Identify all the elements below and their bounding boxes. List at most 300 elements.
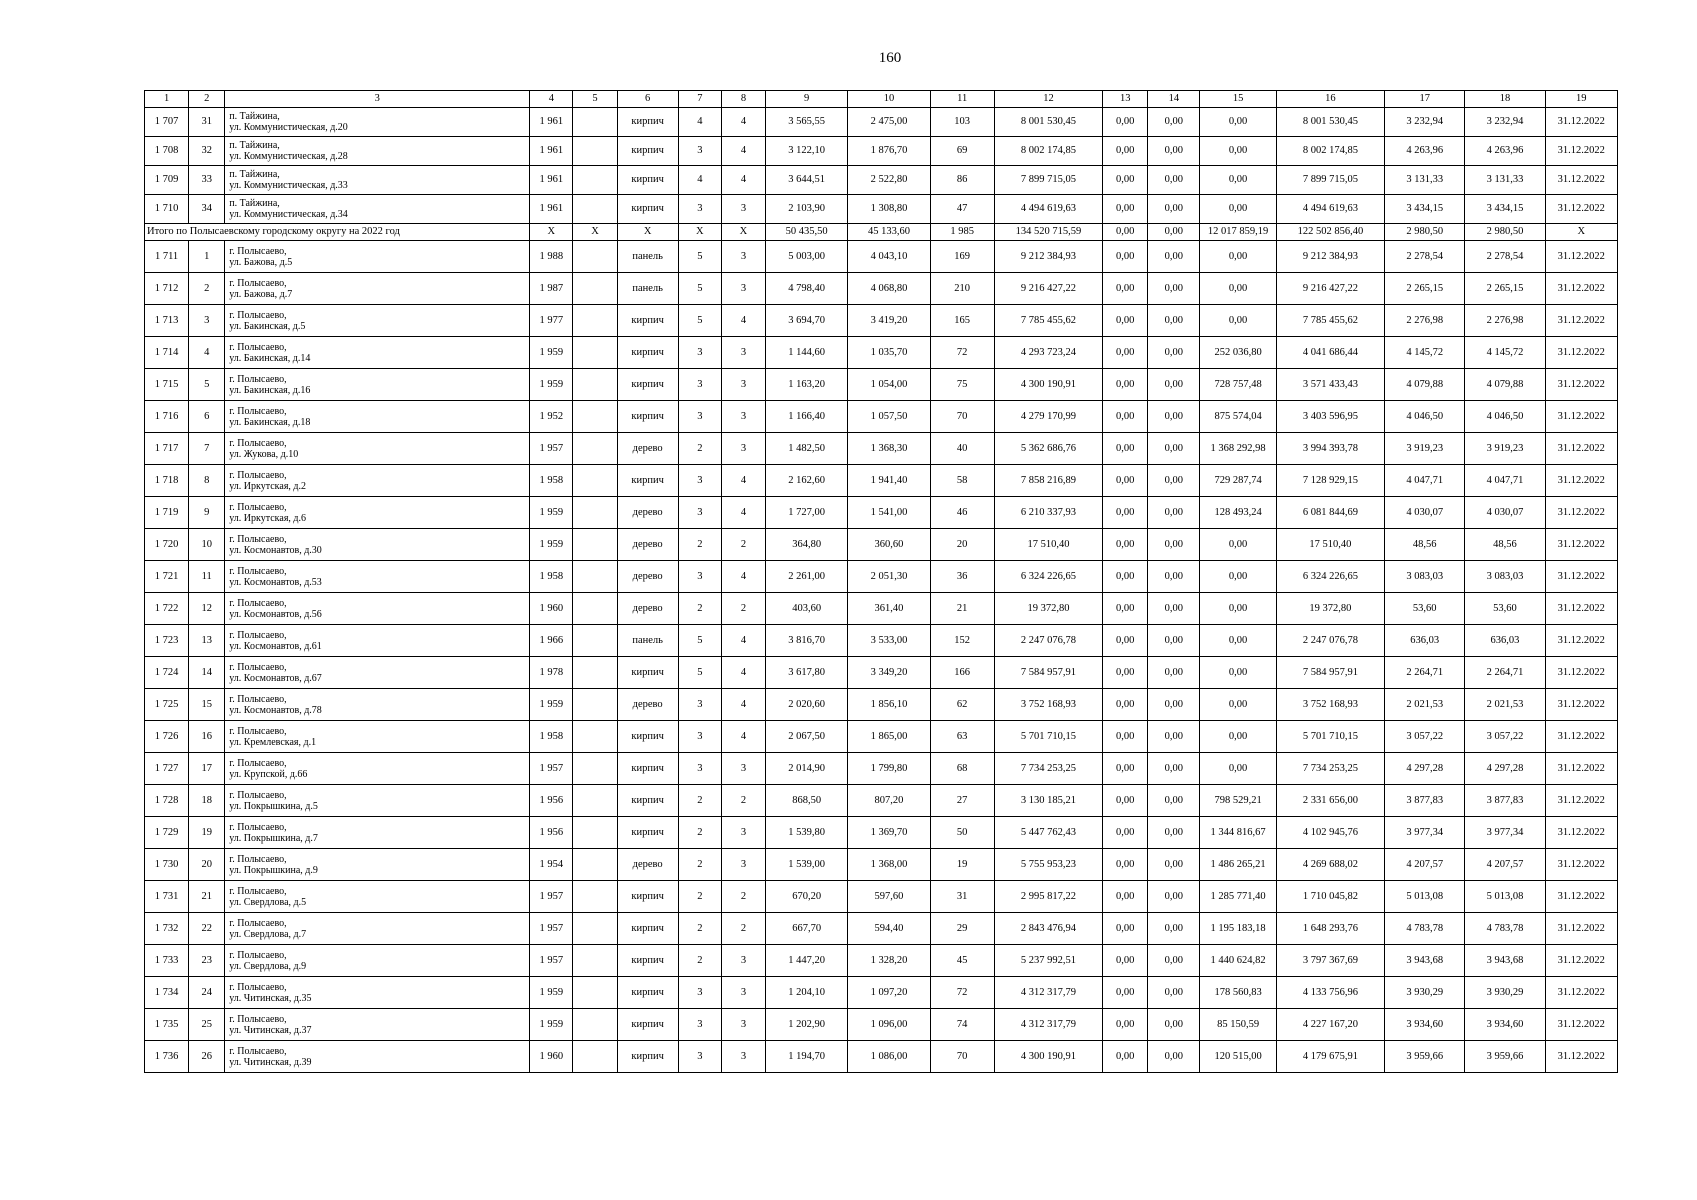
floors: 4 <box>678 166 721 195</box>
floors: 3 <box>678 401 721 433</box>
col-5 <box>573 881 617 913</box>
column-number-header: 16 <box>1276 91 1384 108</box>
living-area: 3 349,20 <box>848 657 930 689</box>
col-18: 2 276,98 <box>1465 305 1545 337</box>
living-area: 4 043,10 <box>848 241 930 273</box>
living-area: 4 068,80 <box>848 273 930 305</box>
address-locality: п. Тайжина, <box>229 198 280 209</box>
total-c4: X <box>530 224 573 241</box>
col-15: 729 287,74 <box>1200 465 1276 497</box>
col-5 <box>573 369 617 401</box>
wall-material: кирпич <box>617 108 678 137</box>
col-14: 0,00 <box>1148 689 1200 721</box>
col-8: 4 <box>721 657 765 689</box>
col-14: 0,00 <box>1148 785 1200 817</box>
residents: 19 <box>930 849 994 881</box>
floors: 2 <box>678 433 721 465</box>
col-16: 1 710 045,82 <box>1276 881 1384 913</box>
deadline-date: 31.12.2022 <box>1545 497 1617 529</box>
address-street: ул. Космонавтов, д.53 <box>229 576 322 588</box>
address-cell <box>225 195 530 224</box>
col-16: 7 734 253,25 <box>1276 753 1384 785</box>
living-area: 1 876,70 <box>848 137 930 166</box>
col-17: 5 013,08 <box>1385 881 1465 913</box>
total-area: 3 694,70 <box>766 305 848 337</box>
address-cell <box>225 273 530 305</box>
build-year: 1 956 <box>530 785 573 817</box>
total-cost: 8 001 530,45 <box>994 108 1102 137</box>
deadline-date: 31.12.2022 <box>1545 785 1617 817</box>
living-area: 1 054,00 <box>848 369 930 401</box>
col-8: 3 <box>721 977 765 1009</box>
local-number: 32 <box>189 137 225 166</box>
residents: 50 <box>930 817 994 849</box>
floors: 5 <box>678 625 721 657</box>
local-number: 16 <box>189 721 225 753</box>
col-18: 3 877,83 <box>1465 785 1545 817</box>
address-cell <box>225 593 530 625</box>
address-locality: г. Полысаево, <box>229 661 287 673</box>
address-locality: г. Полысаево, <box>229 405 287 417</box>
wall-material: кирпич <box>617 137 678 166</box>
living-area: 1 308,80 <box>848 195 930 224</box>
floors: 3 <box>678 561 721 593</box>
residents: 70 <box>930 1041 994 1073</box>
col-13: 0,00 <box>1103 401 1148 433</box>
build-year: 1 977 <box>530 305 573 337</box>
table-row <box>145 849 1618 881</box>
address-street: ул. Свердлова, д.9 <box>229 960 307 972</box>
col-17: 3 877,83 <box>1385 785 1465 817</box>
total-cost: 4 312 317,79 <box>994 977 1102 1009</box>
col-5 <box>573 273 617 305</box>
col-17: 4 145,72 <box>1385 337 1465 369</box>
col-15: 0,00 <box>1200 108 1276 137</box>
col-17: 3 930,29 <box>1385 977 1465 1009</box>
col-8: 4 <box>721 561 765 593</box>
col-15: 1 285 771,40 <box>1200 881 1276 913</box>
row-number: 1 709 <box>145 166 189 195</box>
living-area: 1 368,30 <box>848 433 930 465</box>
row-number: 1 713 <box>145 305 189 337</box>
col-16: 7 785 455,62 <box>1276 305 1384 337</box>
row-number: 1 725 <box>145 689 189 721</box>
row-number: 1 736 <box>145 1041 189 1073</box>
col-18: 4 030,07 <box>1465 497 1545 529</box>
wall-material: кирпич <box>617 166 678 195</box>
col-16: 3 994 393,78 <box>1276 433 1384 465</box>
row-number: 1 731 <box>145 881 189 913</box>
living-area: 361,40 <box>848 593 930 625</box>
col-5 <box>573 721 617 753</box>
total-area: 3 644,51 <box>766 166 848 195</box>
total-c6: X <box>617 224 678 241</box>
local-number: 2 <box>189 273 225 305</box>
col-13: 0,00 <box>1103 625 1148 657</box>
col-18: 4 145,72 <box>1465 337 1545 369</box>
total-cost: 9 216 427,22 <box>994 273 1102 305</box>
col-17: 48,56 <box>1385 529 1465 561</box>
address-cell <box>225 369 530 401</box>
living-area: 1 856,10 <box>848 689 930 721</box>
table-row <box>145 753 1618 785</box>
col-16: 17 510,40 <box>1276 529 1384 561</box>
col-17: 3 934,60 <box>1385 1009 1465 1041</box>
col-5 <box>573 1009 617 1041</box>
col-5 <box>573 337 617 369</box>
col-13: 0,00 <box>1103 137 1148 166</box>
col-16: 7 128 929,15 <box>1276 465 1384 497</box>
row-number: 1 723 <box>145 625 189 657</box>
col-8: 2 <box>721 593 765 625</box>
column-number-header: 10 <box>848 91 930 108</box>
deadline-date: 31.12.2022 <box>1545 913 1617 945</box>
col-16: 8 002 174,85 <box>1276 137 1384 166</box>
deadline-date: 31.12.2022 <box>1545 689 1617 721</box>
wall-material: кирпич <box>617 945 678 977</box>
col-13: 0,00 <box>1103 241 1148 273</box>
col-18: 3 434,15 <box>1465 195 1545 224</box>
col-5 <box>573 241 617 273</box>
col-15: 0,00 <box>1200 305 1276 337</box>
floors: 5 <box>678 273 721 305</box>
residents: 210 <box>930 273 994 305</box>
residents: 29 <box>930 913 994 945</box>
deadline-date: 31.12.2022 <box>1545 465 1617 497</box>
local-number: 23 <box>189 945 225 977</box>
col-8: 4 <box>721 721 765 753</box>
total-c12: 134 520 715,59 <box>994 224 1102 241</box>
col-17: 4 783,78 <box>1385 913 1465 945</box>
col-13: 0,00 <box>1103 945 1148 977</box>
table-row <box>145 195 1618 224</box>
total-area: 2 103,90 <box>766 195 848 224</box>
col-5 <box>573 561 617 593</box>
col-15: 0,00 <box>1200 241 1276 273</box>
residents: 152 <box>930 625 994 657</box>
deadline-date: 31.12.2022 <box>1545 753 1617 785</box>
total-cost: 4 494 619,63 <box>994 195 1102 224</box>
total-row <box>145 224 1618 241</box>
col-17: 4 046,50 <box>1385 401 1465 433</box>
col-15: 85 150,59 <box>1200 1009 1276 1041</box>
address-street: ул. Космонавтов, д.61 <box>229 640 322 652</box>
col-14: 0,00 <box>1148 433 1200 465</box>
col-5 <box>573 305 617 337</box>
local-number: 34 <box>189 195 225 224</box>
address-street: ул. Коммунистическая, д.20 <box>229 122 348 133</box>
deadline-date: 31.12.2022 <box>1545 401 1617 433</box>
col-18: 3 934,60 <box>1465 1009 1545 1041</box>
address-cell <box>225 849 530 881</box>
residents: 40 <box>930 433 994 465</box>
local-number: 17 <box>189 753 225 785</box>
col-5 <box>573 1041 617 1073</box>
total-area: 2 020,60 <box>766 689 848 721</box>
address-cell <box>225 241 530 273</box>
col-16: 7 899 715,05 <box>1276 166 1384 195</box>
col-5 <box>573 433 617 465</box>
deadline-date: 31.12.2022 <box>1545 561 1617 593</box>
table-row <box>145 625 1618 657</box>
col-17: 3 977,34 <box>1385 817 1465 849</box>
column-number-header: 5 <box>573 91 617 108</box>
total-area: 1 539,00 <box>766 849 848 881</box>
col-16: 4 179 675,91 <box>1276 1041 1384 1073</box>
residents: 27 <box>930 785 994 817</box>
address-cell <box>225 166 530 195</box>
col-16: 4 494 619,63 <box>1276 195 1384 224</box>
address-cell <box>225 337 530 369</box>
living-area: 2 522,80 <box>848 166 930 195</box>
floors: 3 <box>678 195 721 224</box>
column-number-header: 8 <box>721 91 765 108</box>
col-14: 0,00 <box>1148 497 1200 529</box>
deadline-date: 31.12.2022 <box>1545 593 1617 625</box>
living-area: 1 035,70 <box>848 337 930 369</box>
col-15: 0,00 <box>1200 529 1276 561</box>
deadline-date: 31.12.2022 <box>1545 625 1617 657</box>
column-number-header: 7 <box>678 91 721 108</box>
column-number-header: 12 <box>994 91 1102 108</box>
address-locality: г. Полысаево, <box>229 853 287 865</box>
col-16: 3 403 596,95 <box>1276 401 1384 433</box>
col-13: 0,00 <box>1103 881 1148 913</box>
col-17: 3 131,33 <box>1385 166 1465 195</box>
living-area: 1 096,00 <box>848 1009 930 1041</box>
address-cell <box>225 497 530 529</box>
residents: 36 <box>930 561 994 593</box>
total-cost: 2 995 817,22 <box>994 881 1102 913</box>
col-8: 3 <box>721 1041 765 1073</box>
residents: 21 <box>930 593 994 625</box>
address-locality: г. Полысаево, <box>229 757 287 769</box>
address-street: ул. Коммунистическая, д.33 <box>229 180 348 191</box>
table-row <box>145 529 1618 561</box>
wall-material: дерево <box>617 849 678 881</box>
row-number: 1 729 <box>145 817 189 849</box>
col-15: 120 515,00 <box>1200 1041 1276 1073</box>
table-row <box>145 593 1618 625</box>
address-locality: г. Полысаево, <box>229 917 287 929</box>
build-year: 1 956 <box>530 817 573 849</box>
floors: 2 <box>678 849 721 881</box>
local-number: 1 <box>189 241 225 273</box>
column-number-header: 9 <box>766 91 848 108</box>
table-row <box>145 273 1618 305</box>
col-14: 0,00 <box>1148 721 1200 753</box>
table-row <box>145 785 1618 817</box>
col-17: 4 047,71 <box>1385 465 1465 497</box>
floors: 5 <box>678 241 721 273</box>
residents: 169 <box>930 241 994 273</box>
build-year: 1 966 <box>530 625 573 657</box>
total-area: 5 003,00 <box>766 241 848 273</box>
column-number-header: 2 <box>189 91 225 108</box>
deadline-date: 31.12.2022 <box>1545 108 1617 137</box>
address-street: ул. Коммунистическая, д.28 <box>229 151 348 162</box>
total-label: Итого по Полысаевскому городскому округу на 2022 год <box>145 224 530 241</box>
row-number: 1 734 <box>145 977 189 1009</box>
floors: 3 <box>678 1041 721 1073</box>
residents: 86 <box>930 166 994 195</box>
total-c11: 1 985 <box>930 224 994 241</box>
col-16: 4 102 945,76 <box>1276 817 1384 849</box>
address-street: ул. Читинская, д.37 <box>229 1024 312 1036</box>
local-number: 20 <box>189 849 225 881</box>
address-locality: г. Полысаево, <box>229 821 287 833</box>
total-area: 364,80 <box>766 529 848 561</box>
table-row <box>145 881 1618 913</box>
col-5 <box>573 817 617 849</box>
column-number-header: 17 <box>1385 91 1465 108</box>
address-street: ул. Бакинская, д.5 <box>229 320 306 332</box>
residents: 58 <box>930 465 994 497</box>
build-year: 1 959 <box>530 977 573 1009</box>
deadline-date: 31.12.2022 <box>1545 337 1617 369</box>
table-row <box>145 913 1618 945</box>
address-cell <box>225 137 530 166</box>
col-8: 3 <box>721 1009 765 1041</box>
total-cost: 5 447 762,43 <box>994 817 1102 849</box>
row-number: 1 732 <box>145 913 189 945</box>
living-area: 1 086,00 <box>848 1041 930 1073</box>
total-area: 1 482,50 <box>766 433 848 465</box>
col-18: 4 046,50 <box>1465 401 1545 433</box>
address-cell <box>225 753 530 785</box>
col-18: 4 047,71 <box>1465 465 1545 497</box>
col-16: 7 584 957,91 <box>1276 657 1384 689</box>
address-locality: г. Полысаево, <box>229 1045 287 1057</box>
address-locality: г. Полысаево, <box>229 693 287 705</box>
total-cost: 5 701 710,15 <box>994 721 1102 753</box>
col-17: 2 276,98 <box>1385 305 1465 337</box>
col-15: 0,00 <box>1200 166 1276 195</box>
address-street: ул. Свердлова, д.7 <box>229 928 307 940</box>
col-8: 4 <box>721 305 765 337</box>
build-year: 1 958 <box>530 465 573 497</box>
address-locality: г. Полысаево, <box>229 629 287 641</box>
col-17: 2 265,15 <box>1385 273 1465 305</box>
total-area: 1 166,40 <box>766 401 848 433</box>
col-16: 2 331 656,00 <box>1276 785 1384 817</box>
living-area: 1 057,50 <box>848 401 930 433</box>
row-number: 1 735 <box>145 1009 189 1041</box>
total-area: 1 204,10 <box>766 977 848 1009</box>
col-13: 0,00 <box>1103 369 1148 401</box>
living-area: 594,40 <box>848 913 930 945</box>
deadline-date: 31.12.2022 <box>1545 881 1617 913</box>
col-15: 875 574,04 <box>1200 401 1276 433</box>
address-street: ул. Коммунистическая, д.34 <box>229 209 348 220</box>
col-16: 8 001 530,45 <box>1276 108 1384 137</box>
col-17: 4 079,88 <box>1385 369 1465 401</box>
row-number: 1 711 <box>145 241 189 273</box>
total-cost: 7 785 455,62 <box>994 305 1102 337</box>
col-13: 0,00 <box>1103 529 1148 561</box>
row-number: 1 727 <box>145 753 189 785</box>
col-5 <box>573 195 617 224</box>
col-16: 3 797 367,69 <box>1276 945 1384 977</box>
address-street: ул. Космонавтов, д.78 <box>229 704 322 716</box>
deadline-date: 31.12.2022 <box>1545 529 1617 561</box>
col-13: 0,00 <box>1103 721 1148 753</box>
col-18: 48,56 <box>1465 529 1545 561</box>
col-5 <box>573 657 617 689</box>
living-area: 1 865,00 <box>848 721 930 753</box>
total-c15: 12 017 859,19 <box>1200 224 1276 241</box>
address-street: ул. Покрышкина, д.7 <box>229 832 318 844</box>
col-14: 0,00 <box>1148 817 1200 849</box>
col-13: 0,00 <box>1103 108 1148 137</box>
build-year: 1 978 <box>530 657 573 689</box>
col-13: 0,00 <box>1103 657 1148 689</box>
col-8: 4 <box>721 108 765 137</box>
col-17: 3 057,22 <box>1385 721 1465 753</box>
total-c5: X <box>573 224 617 241</box>
total-c19: X <box>1545 224 1617 241</box>
table-row <box>145 977 1618 1009</box>
total-c14: 0,00 <box>1148 224 1200 241</box>
address-locality: г. Полысаево, <box>229 981 287 993</box>
local-number: 3 <box>189 305 225 337</box>
col-14: 0,00 <box>1148 625 1200 657</box>
col-13: 0,00 <box>1103 817 1148 849</box>
total-cost: 5 237 992,51 <box>994 945 1102 977</box>
address-cell <box>225 465 530 497</box>
col-5 <box>573 913 617 945</box>
total-area: 670,20 <box>766 881 848 913</box>
build-year: 1 960 <box>530 1041 573 1073</box>
col-16: 9 212 384,93 <box>1276 241 1384 273</box>
address-locality: г. Полысаево, <box>229 565 287 577</box>
col-14: 0,00 <box>1148 977 1200 1009</box>
living-area: 597,60 <box>848 881 930 913</box>
total-c7: X <box>678 224 721 241</box>
col-16: 4 227 167,20 <box>1276 1009 1384 1041</box>
col-5 <box>573 785 617 817</box>
total-c10: 45 133,60 <box>848 224 930 241</box>
row-number: 1 721 <box>145 561 189 593</box>
col-5 <box>573 625 617 657</box>
local-number: 26 <box>189 1041 225 1073</box>
floors: 2 <box>678 881 721 913</box>
col-15: 0,00 <box>1200 657 1276 689</box>
col-15: 0,00 <box>1200 593 1276 625</box>
table-row <box>145 1009 1618 1041</box>
residents: 62 <box>930 689 994 721</box>
col-18: 3 131,33 <box>1465 166 1545 195</box>
col-18: 4 297,28 <box>1465 753 1545 785</box>
housing-registry-table <box>144 90 1618 1073</box>
col-14: 0,00 <box>1148 273 1200 305</box>
floors: 2 <box>678 593 721 625</box>
col-14: 0,00 <box>1148 241 1200 273</box>
address-street: ул. Жукова, д.10 <box>229 448 299 460</box>
address-locality: г. Полысаево, <box>229 789 287 801</box>
col-18: 3 057,22 <box>1465 721 1545 753</box>
wall-material: кирпич <box>617 195 678 224</box>
address-street: ул. Бакинская, д.14 <box>229 352 311 364</box>
address-street: ул. Иркутская, д.6 <box>229 512 307 524</box>
deadline-date: 31.12.2022 <box>1545 977 1617 1009</box>
address-street: ул. Бажова, д.7 <box>229 288 293 300</box>
col-16: 4 269 688,02 <box>1276 849 1384 881</box>
build-year: 1 958 <box>530 561 573 593</box>
total-area: 1 163,20 <box>766 369 848 401</box>
row-number: 1 718 <box>145 465 189 497</box>
living-area: 1 368,00 <box>848 849 930 881</box>
